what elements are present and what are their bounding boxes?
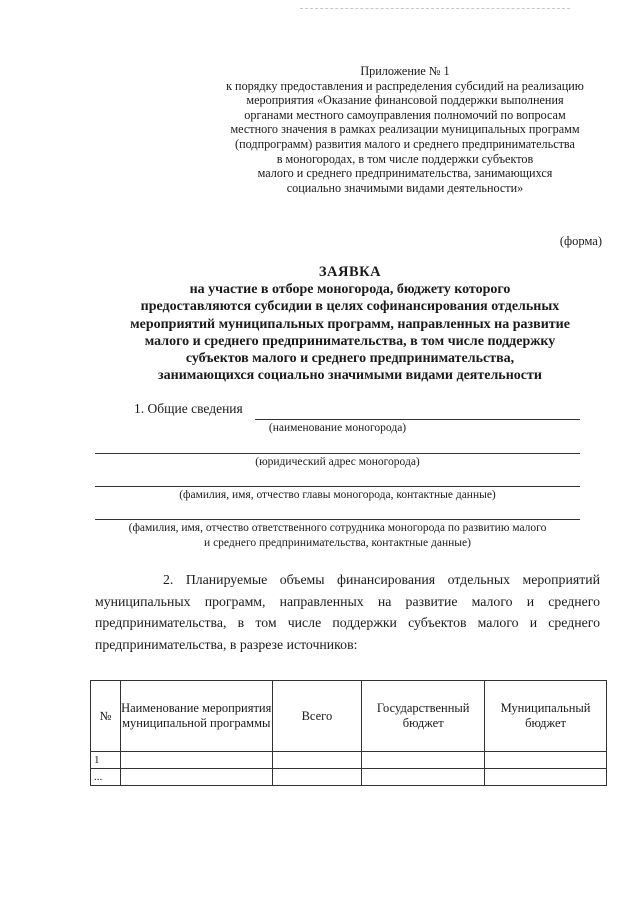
table-row bbox=[91, 769, 607, 786]
table-cell[interactable] bbox=[272, 752, 362, 769]
column-header: Всего bbox=[272, 681, 362, 752]
appendix-line: органами местного самоуправления полномочий по вопросам bbox=[244, 107, 566, 122]
appendix-block bbox=[205, 64, 605, 195]
appendix-line: к порядку предоставления и распределения субсидий на реализацию bbox=[226, 78, 584, 93]
responsible-info-field[interactable] bbox=[95, 519, 580, 520]
column-header: Наименование мероприятия муниципальной программы bbox=[120, 681, 272, 752]
appendix-line: Приложение № 1 bbox=[360, 64, 450, 78]
legal-address-field[interactable] bbox=[95, 453, 580, 454]
section2-paragraph bbox=[95, 569, 600, 655]
table-cell[interactable] bbox=[272, 769, 362, 786]
section2-line: предпринимательства, в том числе поддержки субъектов малого и среднего bbox=[95, 615, 600, 630]
section2-line: 2. Планируемые объемы финансирования отдельных мероприятий bbox=[163, 572, 600, 587]
heading-title: ЗАЯВКА bbox=[318, 264, 382, 280]
table-cell: 1 bbox=[91, 752, 121, 769]
table-cell[interactable] bbox=[362, 752, 485, 769]
head-info-field[interactable] bbox=[95, 486, 580, 487]
heading-line: малого и среднего предпринимательства, в том числе поддержку bbox=[144, 333, 556, 349]
header-marks bbox=[300, 8, 570, 15]
appendix-line: местного значения в рамках реализации муниципальных программ bbox=[230, 122, 580, 137]
responsible-info-caption: и среднего предпринимательства, контактные данные) bbox=[204, 537, 471, 549]
table-cell[interactable] bbox=[485, 752, 607, 769]
heading-line: мероприятий муниципальных программ, направленных на развитие bbox=[130, 316, 570, 332]
table-header-row bbox=[91, 681, 607, 752]
legal-address-caption: (юридический адрес моногорода) bbox=[255, 456, 420, 468]
appendix-line: социально значимыми видами деятельности» bbox=[286, 180, 524, 195]
section2-line: предпринимательства, в разрезе источников: bbox=[95, 636, 358, 652]
table-row bbox=[91, 752, 607, 769]
head-info-caption: (фамилия, имя, отчество главы моногорода, контактные данные) bbox=[179, 489, 496, 501]
table-cell[interactable] bbox=[485, 769, 607, 786]
column-header: № bbox=[91, 681, 121, 752]
monotown-name-field[interactable] bbox=[255, 419, 580, 420]
table-cell: ... bbox=[91, 769, 121, 786]
form-label: (форма) bbox=[559, 234, 602, 248]
monotown-name-caption: (наименование моногорода) bbox=[268, 422, 407, 434]
heading-line: на участие в отборе моногорода, бюджету которого bbox=[189, 282, 511, 298]
appendix-line: мероприятия «Оказание финансовой поддержки выполнения bbox=[246, 93, 564, 108]
column-header: Муниципальный бюджет bbox=[485, 681, 607, 752]
document-heading bbox=[70, 264, 630, 384]
appendix-line: малого и среднего предпринимательства, занимающихся bbox=[257, 166, 553, 181]
table-cell[interactable] bbox=[362, 769, 485, 786]
heading-line: занимающихся социально значимыми видами деятельности bbox=[158, 368, 542, 384]
table-cell[interactable] bbox=[120, 752, 272, 769]
table-cell[interactable] bbox=[120, 769, 272, 786]
appendix-line: (подпрограмм) развития малого и среднего предпринимательства bbox=[235, 136, 575, 151]
responsible-info-caption: (фамилия, имя, отчество ответственного сотрудника моногорода по развитию малого bbox=[128, 522, 547, 534]
appendix-line: в моногородах, в том числе поддержки субъектов bbox=[276, 151, 534, 166]
section1-title: 1. Общие сведения bbox=[134, 401, 243, 416]
heading-line: субъектов малого и среднего предпринимательства, bbox=[185, 351, 515, 367]
financing-table bbox=[90, 680, 607, 786]
heading-line: предоставляются субсидии в целях софинансирования отдельных bbox=[140, 299, 560, 315]
column-header: Государственный бюджет bbox=[362, 681, 485, 752]
section2-line: муниципальных программ, направленных на развитие малого и среднего bbox=[95, 593, 600, 609]
